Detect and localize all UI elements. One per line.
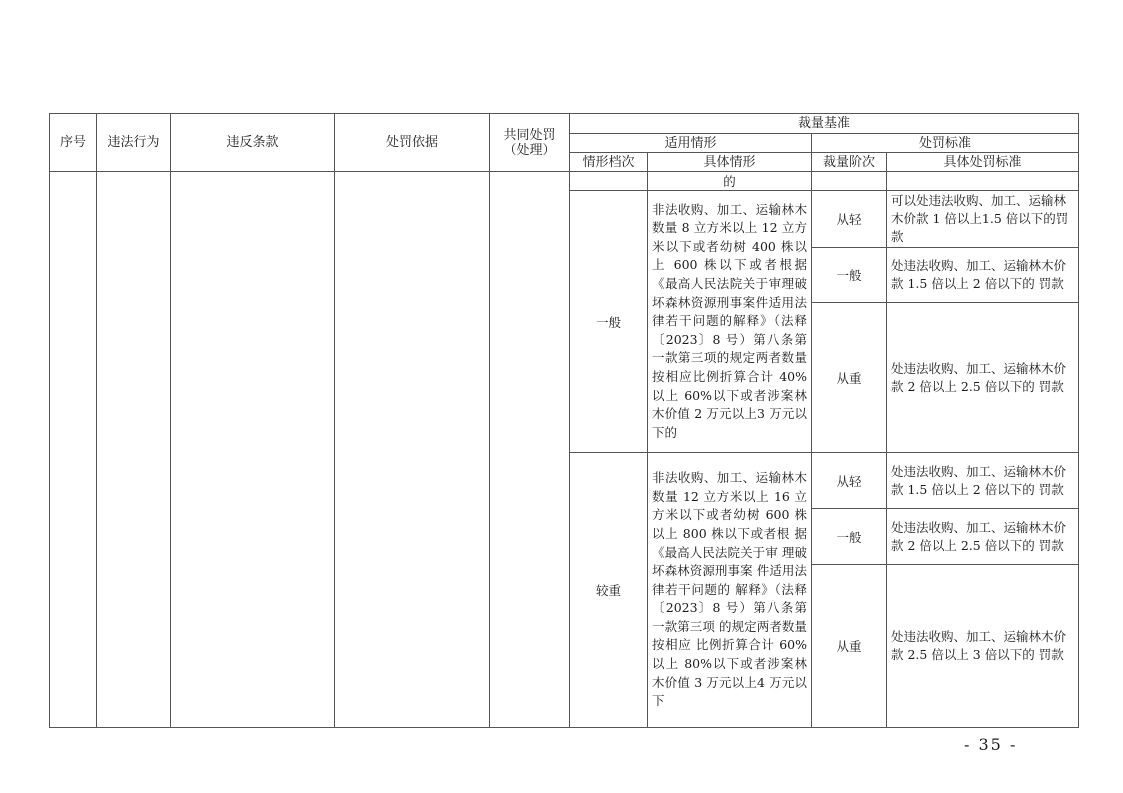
std-heavier: 处违法收购、加工、运输林木价款 2 倍以上 2.5 倍以下的 罚款 <box>887 303 1079 453</box>
std-general-2: 处违法收购、加工、运输林木价款 2 倍以上 2.5 倍以下的 罚款 <box>887 509 1079 565</box>
cell-level-continued <box>570 172 648 191</box>
header-seq: 序号 <box>50 114 97 172</box>
header-behavior: 违法行为 <box>97 114 171 172</box>
header-joint: 共同处罚（处理） <box>490 114 570 172</box>
stage-general-2: 一般 <box>812 509 887 565</box>
std-lighter: 可以处违法收购、加工、运输林木价款 1 倍以上1.5 倍以下的罚款 <box>887 191 1079 248</box>
detail-serious: 非法收购、加工、运输林木数量 12 立方米以上 16 立方米以下或者幼树 600 株以上 800 株以下或者根 据《最高人民法院关于审 理破坏森林资源刑事案 件适用法律若干问题的 解释》（法释〔2023〕8 号）第八条第一款第三项 的规定两者数量按相应 比例折算合计 60% 以上 80%以下或者涉案林木价值 3 万元以上4 万元以下 <box>648 453 812 728</box>
discretion-table <box>49 113 1079 728</box>
header-stage: 裁量阶次 <box>812 153 887 172</box>
stage-lighter-2: 从轻 <box>812 453 887 509</box>
stage-heavier: 从重 <box>812 303 887 453</box>
stage-heavier-2: 从重 <box>812 565 887 728</box>
page-number: - 35 - <box>964 735 1018 754</box>
header-situation: 适用情形 <box>570 134 812 153</box>
header-standard: 处罚标准 <box>812 134 1079 153</box>
detail-general: 非法收购、加工、运输林木数量 8 立方米以上 12 立方米以下或者幼树 400 株以上 600 株以下或者根据《最高人民法院关于审理破坏森林资源刑事案件适用法律若干问题的解释》（法释〔2023〕8 号）第八条第一款第三项的规定两者数量按相应比例折算合计 40%以上 60%以下或者涉案林木价值 2 万元以上3 万元以下的 <box>648 191 812 453</box>
header-detail: 具体情形 <box>648 153 812 172</box>
cell-basis <box>335 172 490 728</box>
level-general: 一般 <box>570 191 648 453</box>
stage-lighter: 从轻 <box>812 191 887 248</box>
std-lighter-2: 处违法收购、加工、运输林木价款 1.5 倍以上 2 倍以下的 罚款 <box>887 453 1079 509</box>
cell-continued-text: 的 <box>648 172 812 191</box>
header-level: 情形档次 <box>570 153 648 172</box>
stage-general: 一般 <box>812 248 887 303</box>
header-clause: 违反条款 <box>171 114 335 172</box>
level-serious: 较重 <box>570 453 648 728</box>
header-discretion: 裁量基准 <box>570 114 1079 134</box>
header-basis: 处罚依据 <box>335 114 490 172</box>
cell-clause <box>171 172 335 728</box>
cell-seq <box>50 172 97 728</box>
cell-joint <box>490 172 570 728</box>
header-detail-std: 具体处罚标准 <box>887 153 1079 172</box>
cell-stage-continued <box>812 172 887 191</box>
std-heavier-2: 处违法收购、加工、运输林木价款 2.5 倍以上 3 倍以下的 罚款 <box>887 565 1079 728</box>
cell-std-continued <box>887 172 1079 191</box>
std-general: 处违法收购、加工、运输林木价款 1.5 倍以上 2 倍以下的 罚款 <box>887 248 1079 303</box>
cell-behavior <box>97 172 171 728</box>
